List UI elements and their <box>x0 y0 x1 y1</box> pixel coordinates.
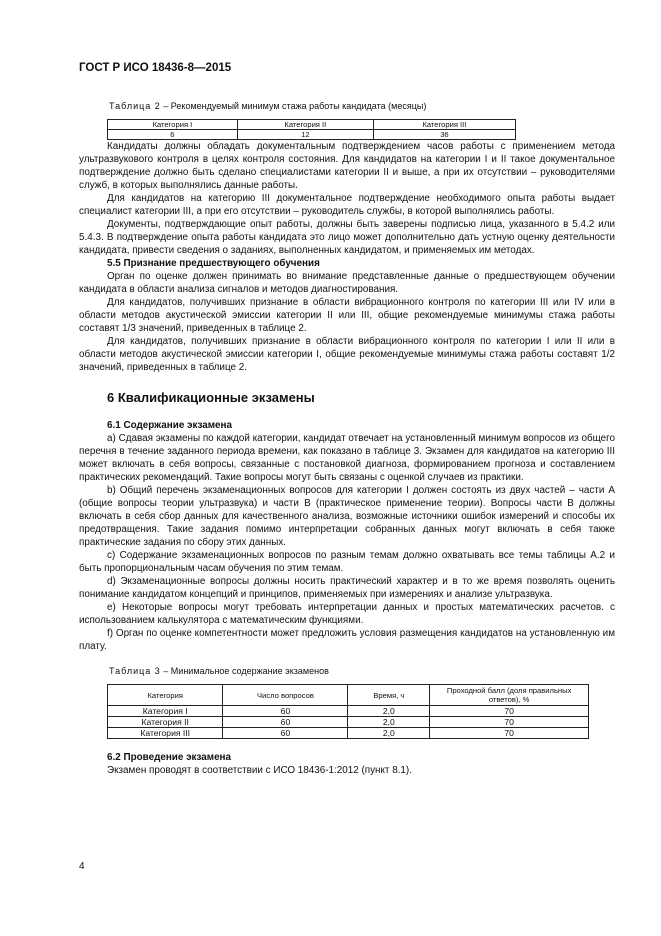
paragraph: Для кандидатов, получивших признание в области вибрационного контроля по категории I или II или в области методов акустической эмиссии категории I, общие рекомендуемые минимумы стажа работы составят 1/2 значений, приведенных в таблице 2. <box>79 336 615 373</box>
table-cell: 6 <box>108 130 238 140</box>
table-row <box>108 717 589 728</box>
table-cell: 60 <box>223 706 348 717</box>
paragraph: Документы, подтверждающие опыт работы, должны быть заверены подписью лица, указанного в 5.4.2 или 5.4.3. В подтверждение опыта работы кандидата это лицо может дополнительно дать устную оценку деятельности кандидата, привести сведения о заданиях, выполненных кандидатом, и применяемых им методах. <box>79 219 615 256</box>
list-item: f) Орган по оценке компетентности может предложить условия размещения кандидатов на установленную им плату. <box>79 628 615 652</box>
section-5-5-heading: 5.5 Признание предшествующего обучения <box>107 258 320 269</box>
page-number: 4 <box>79 861 85 872</box>
table-row <box>108 728 589 739</box>
table-header-row <box>108 685 589 706</box>
table-header-cell: Категория <box>108 685 223 706</box>
exam-table <box>107 684 589 739</box>
table-header-cell: Категория III <box>373 120 515 130</box>
table-cell: 70 <box>430 728 589 739</box>
list-item: c) Содержание экзаменационных вопросов по разным темам должно охватывать все темы таблицы A.2 и быть пропорциональным часам обучения по этим темам. <box>79 550 615 574</box>
table-header-cell: Категория I <box>108 120 238 130</box>
table3-label: Таблица 3 <box>109 666 161 676</box>
table2-caption <box>109 100 615 113</box>
table-cell: 2,0 <box>348 717 430 728</box>
table-cell: Категория II <box>108 717 223 728</box>
section-6-heading: 6 Квалификационные экзамены <box>107 390 315 405</box>
table-cell: 12 <box>237 130 373 140</box>
page-content <box>79 100 615 777</box>
table-cell: 60 <box>223 717 348 728</box>
list-item: b) Общий перечень экзаменационных вопросов для категории I должен состоять из двух частей – части A (общие вопросы теории ультразвука) и части B (практическое применение теории). Вопросы части B должны включать в себя сбор данных для качественного анализа, возможные источники ошибок измерений и способы их предотвращения. Такие задания помимо интерпретации собранных данных могут включать в себя также практические задания по сбору этих данных. <box>79 485 615 548</box>
table2-label: Таблица 2 <box>109 101 161 111</box>
table-cell: 70 <box>430 717 589 728</box>
table-header-cell: Время, ч <box>348 685 430 706</box>
table3-title: – Минимальное содержание экзаменов <box>160 666 329 676</box>
table-cell: Категория III <box>108 728 223 739</box>
paragraph: Для кандидатов, получивших признание в области вибрационного контроля по категории III или IV или в области методов акустической эмиссии категории II или III, общие рекомендуемые минимумы стажа работы составят 1/3 значений, приведенных в таблице 2. <box>79 297 615 334</box>
paragraph: Для кандидатов на категорию III документальное подтверждение необходимого опыта работы выдает специалист категории III, а при его отсутствии – руководитель службы, в которой выполнялись работы. <box>79 193 615 217</box>
document-header: ГОСТ Р ИСО 18436-8—2015 <box>79 62 232 74</box>
table-cell: 2,0 <box>348 706 430 717</box>
table-cell: 60 <box>223 728 348 739</box>
paragraph: Экзамен проводят в соответствии с ИСО 18436-1:2012 (пункт 8.1). <box>107 765 412 776</box>
section-6-2-heading: 6.2 Проведение экзамена <box>107 752 232 763</box>
table-header-cell: Категория II <box>237 120 373 130</box>
table-header-cell: Число вопросов <box>223 685 348 706</box>
paragraph: Орган по оценке должен принимать во внимание представленные данные о предшествующем обучении кандидата в области анализа сигналов и методов диагностирования. <box>79 271 615 295</box>
table2-title: – Рекомендуемый минимум стажа работы кандидата (месяцы) <box>160 101 427 111</box>
section-6-1-heading: 6.1 Содержание экзамена <box>107 420 232 431</box>
table-row <box>108 130 516 140</box>
table-cell: 70 <box>430 706 589 717</box>
table-header-row <box>108 120 516 130</box>
table-cell: 2,0 <box>348 728 430 739</box>
table-header-cell: Проходной балл (доля правильных ответов), % <box>430 685 589 706</box>
list-item: d) Экзаменационные вопросы должны носить практический характер и в то же время позволять оценить понимание кандидатом концепций и принципов, применяемых при измерениях и анализе ультразвука. <box>79 576 615 600</box>
table-row <box>108 706 589 717</box>
table-cell: 36 <box>373 130 515 140</box>
experience-table <box>107 119 516 140</box>
paragraph: Кандидаты должны обладать документальным подтверждением часов работы с применением метода ультразвукового контроля в целях контроля состояния. Для кандидатов на категории I и II такое документальное подтверждение должно быть сделано специалистами категории II и выше, а при их отсутствии – руководителями служб, в которых выполнялись данные работы. <box>79 141 615 191</box>
list-item: a) Сдавая экзамены по каждой категории, кандидат отвечает на установленный минимум вопросов из общего перечня в течение заданного периода времени, как показано в таблице 3. Экзамен для кандидатов на категорию III может включать в себя вопросы, связанные с постановкой диагноза, формированием прогноза и составлением практических рекомендаций. Такие вопросы могут быть связаны с оценкой случаев из практики. <box>79 433 615 483</box>
table-cell: Категория I <box>108 706 223 717</box>
table3-caption <box>109 665 615 678</box>
list-item: e) Некоторые вопросы могут требовать интерпретации данных и простых математических расчетов. с использованием калькулятора с математическим функциями. <box>79 602 615 626</box>
